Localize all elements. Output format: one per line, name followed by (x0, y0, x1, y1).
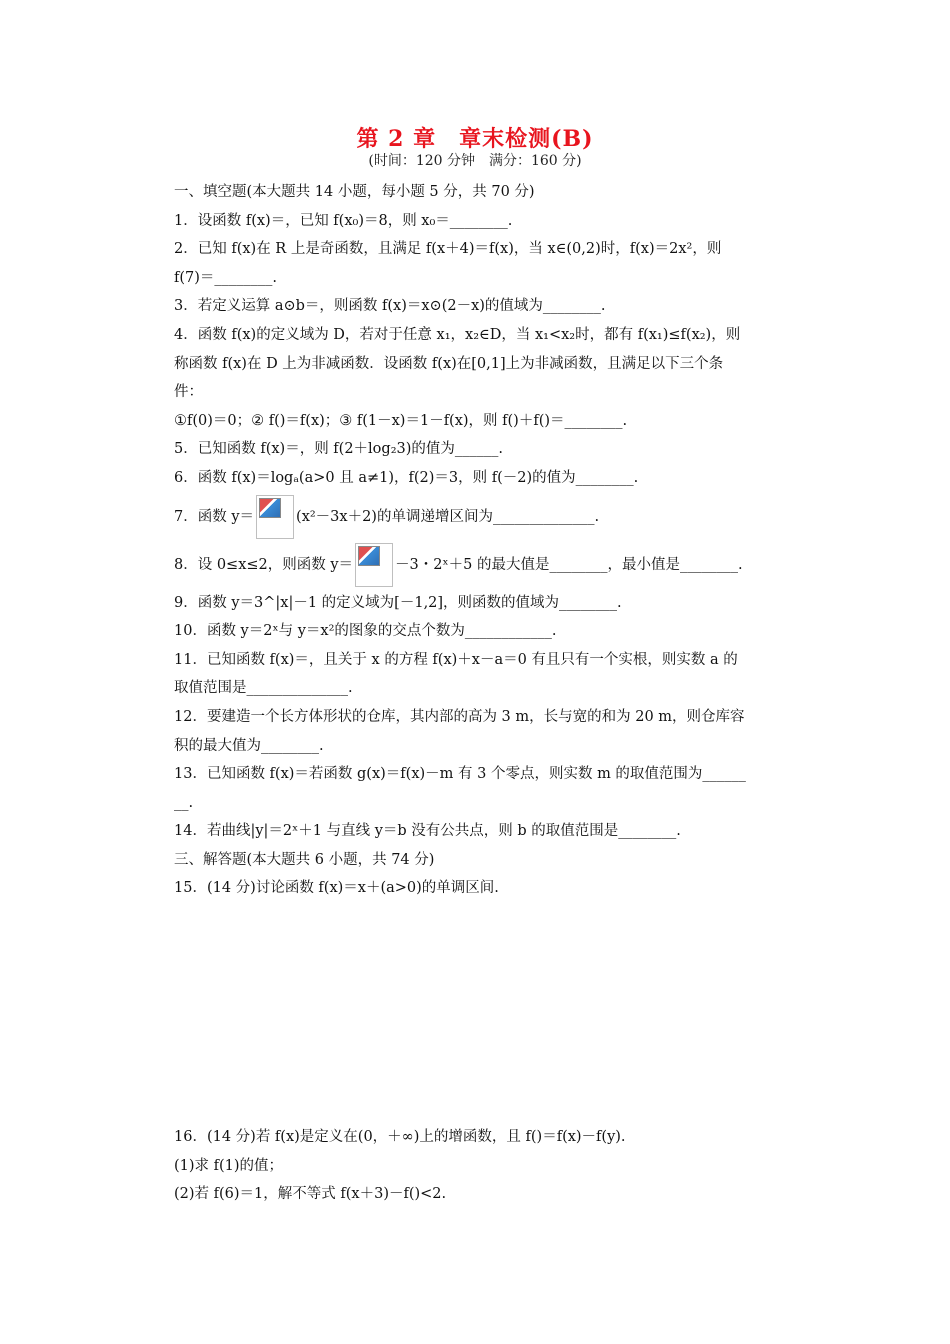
question-12-line-1: 12．要建造一个长方体形状的仓库，其内部的高为 3 m，长与宽的和为 20 m，则仓库容 (174, 708, 745, 725)
broken-image-placeholder (355, 543, 393, 587)
question-5: 5．已知函数 f(x)＝，则 f(2＋log₂3)的值为______. (174, 441, 504, 458)
question-13-line-2: __. (174, 794, 194, 811)
question-2-line-2: f(7)＝________. (174, 269, 278, 286)
question-9: 9．函数 y＝3^|x|－1 的定义域为[－1,2]，则函数的值域为________. (174, 594, 622, 611)
question-7 (174, 493, 814, 541)
question-3: 3．若定义运算 a⊙b＝，则函数 f(x)＝x⊙(2－x)的值域为________. (174, 298, 606, 315)
page-subtitle: (时间：120 分钟 满分：160 分) (368, 153, 582, 169)
question-6: 6．函数 f(x)＝logₐ(a>0 且 a≠1)，f(2)＝3，则 f(－2)的值为________. (174, 469, 639, 486)
question-list (174, 178, 814, 1209)
question-16-part-1: (1)求 f(1)的值； (174, 1157, 284, 1174)
question-15: 15．(14 分)讨论函数 f(x)＝x＋(a>0)的单调区间. (174, 880, 499, 897)
page-title: 第 2 章 章末检测(B) (356, 126, 594, 152)
question-8 (174, 541, 814, 589)
question-2-line-1: 2．已知 f(x)在 R 上是奇函数，且满足 f(x＋4)＝f(x)，当 x∈(0,2)时，f(x)＝2x²，则 (174, 241, 722, 258)
question-12-line-2: 积的最大值为________. (174, 737, 324, 754)
question-4-line-3: 件： (174, 384, 203, 401)
broken-image-placeholder (256, 495, 294, 539)
section-heading-fill: 一、填空题(本大题共 14 小题，每小题 5 分，共 70 分) (174, 184, 535, 200)
question-4-line-2: 称函数 f(x)在 D 上为非减函数．设函数 f(x)在[0,1]上为非减函数，且满足以下三个条 (174, 355, 724, 372)
broken-image-icon (358, 546, 380, 566)
question-4-line-4: ①f(0)＝0；② f()＝f(x)；③ f(1－x)＝1－f(x)，则 f()＋f()＝________. (174, 412, 628, 429)
question-10: 10．函数 y＝2ˣ与 y＝x²的图象的交点个数为____________. (174, 623, 557, 640)
question-7-suffix: (x²－3x＋2)的单调递增区间为______________. (296, 508, 600, 525)
question-16-part-2: (2)若 f(6)＝1，解不等式 f(x＋3)－f()<2. (174, 1186, 447, 1203)
question-16: 16．(14 分)若 f(x)是定义在(0，＋∞)上的增函数，且 f()＝f(x)－f(y). (174, 1129, 626, 1146)
question-7-prefix: 7．函数 y＝ (174, 508, 255, 525)
question-11-line-1: 11．已知函数 f(x)＝，且关于 x 的方程 f(x)＋x－a＝0 有且只有一个实根，则实数 a 的 (174, 651, 738, 668)
question-11-line-2: 取值范围是______________. (174, 680, 353, 697)
answer-space (174, 903, 814, 1123)
broken-image-icon (259, 498, 281, 518)
question-4-line-1: 4．函数 f(x)的定义域为 D，若对于任意 x₁，x₂∈D，当 x₁<x₂时，都有 f(x₁)≤f(x₂)，则 (174, 326, 741, 343)
question-1: 1．设函数 f(x)＝，已知 f(x₀)＝8，则 x₀＝________. (174, 212, 513, 229)
question-13-line-1: 13．已知函数 f(x)＝若函数 g(x)＝f(x)－m 有 3 个零点，则实数 m 的取值范围为______ (174, 766, 746, 783)
question-8-prefix: 8．设 0≤x≤2，则函数 y＝ (174, 556, 354, 573)
question-14: 14．若曲线|y|＝2ˣ＋1 与直线 y＝b 没有公共点，则 b 的取值范围是________. (174, 823, 681, 840)
question-8-suffix: －3・2ˣ＋5 的最大值是________，最小值是________. (395, 556, 743, 573)
section-heading-solve: 三、解答题(本大题共 6 小题，共 74 分) (174, 851, 435, 868)
